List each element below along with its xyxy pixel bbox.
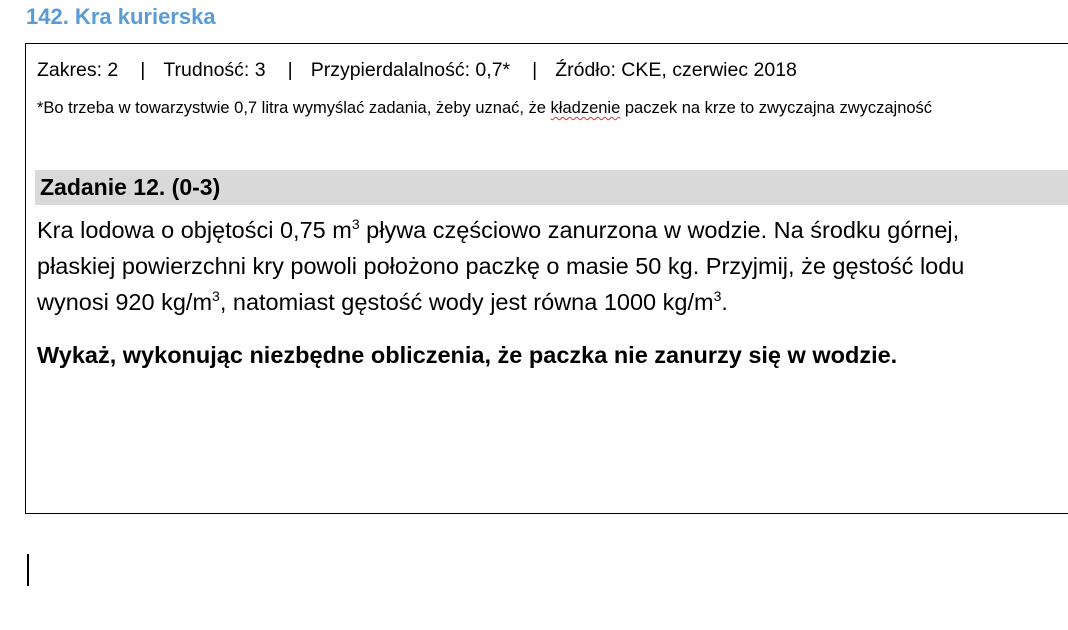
task-meta-line xyxy=(37,59,797,82)
meta-separator: | xyxy=(140,59,146,81)
task-body-line xyxy=(37,284,1068,320)
misspelled-word[interactable]: kładzenie xyxy=(550,99,621,117)
meta-zakres: Zakres: 2 xyxy=(37,59,119,81)
task-header: Zadanie 12. (0-3) xyxy=(40,174,221,200)
superscript: 3 xyxy=(351,216,360,233)
superscript: 3 xyxy=(713,288,722,305)
footnote-text-after: paczek na krze to zwyczajna zwyczajność xyxy=(620,99,933,117)
superscript: 3 xyxy=(212,288,220,305)
text-cursor[interactable] xyxy=(27,554,29,586)
task-body-line xyxy=(37,212,1068,248)
page-title: 142. Kra kurierska xyxy=(26,4,216,29)
meta-separator: | xyxy=(287,59,293,81)
meta-zrodlo: Źródło: CKE, czerwiec 2018 xyxy=(555,59,797,81)
task-header-bar xyxy=(35,170,1068,205)
text-span: pływa częściowo zanurzona w wodzie. Na środku górnej, xyxy=(359,217,960,243)
meta-separator: | xyxy=(532,59,538,81)
task-command: Wykaż, wykonując niezbędne obliczenia, że paczka nie zanurzy się w wodzie. xyxy=(37,342,898,368)
meta-trudnosc: Trudność: 3 xyxy=(163,59,266,81)
footnote-text-before: *Bo trzeba w towarzystwie 0,7 litra wymyślać zadania, żeby uznać, że xyxy=(37,99,551,117)
text-span: . xyxy=(721,289,728,315)
task-body xyxy=(37,212,1068,320)
task-box xyxy=(25,43,1068,514)
text-span: Kra lodowa o objętości 0,75 m xyxy=(37,217,352,243)
meta-przypierdalalnosc: Przypierdalalność: 0,7* xyxy=(310,59,511,81)
text-span: , natomiast gęstość wody jest równa 1000 kg/m xyxy=(219,289,714,315)
text-span: wynosi 920 kg/m xyxy=(37,289,213,315)
footnote xyxy=(37,99,932,118)
task-body-line: płaskiej powierzchni kry powoli położono paczkę o masie 50 kg. Przyjmij, że gęstość lodu xyxy=(37,253,965,279)
